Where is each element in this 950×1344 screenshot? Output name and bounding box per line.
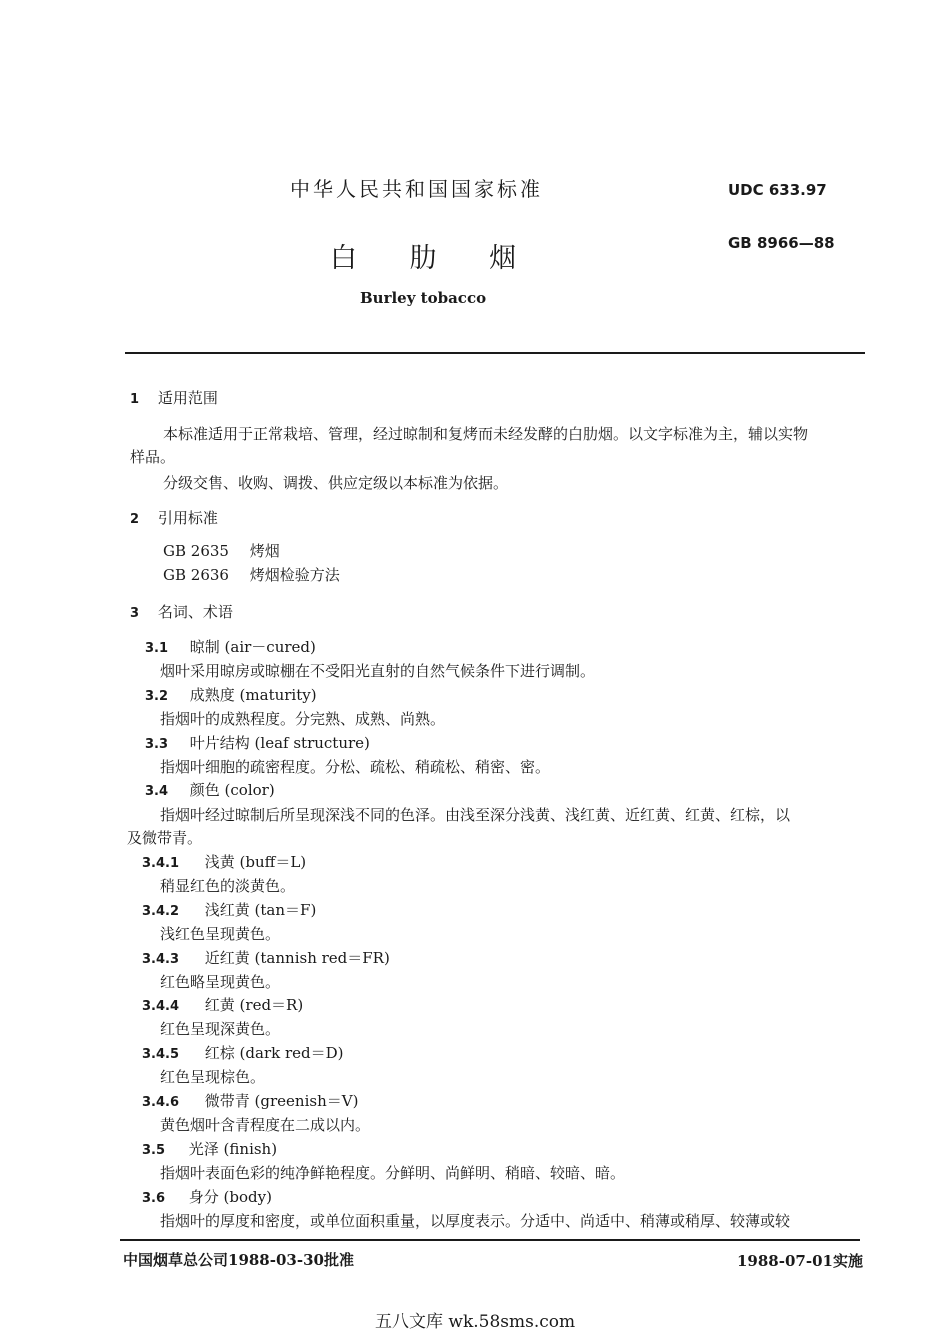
term-label: 红棕 (dark red＝D) — [204, 1044, 344, 1062]
term-number: 3.1 — [145, 641, 169, 656]
term-label: 光泽 (finish) — [188, 1140, 278, 1158]
term-label: 成熟度 (maturity) — [189, 686, 317, 704]
reference-item — [163, 541, 280, 561]
term-number: 3.4.3 — [142, 952, 180, 967]
term-definition: 指烟叶的成熟程度。分完熟、成熟、尚熟。 — [160, 710, 446, 728]
term-heading — [145, 637, 316, 659]
term-number: 3.4.6 — [142, 1095, 180, 1110]
term-number: 3.2 — [145, 689, 169, 704]
approval-date: 中国烟草总公司1988-03-30批准 — [123, 1251, 354, 1269]
term-heading — [142, 1139, 277, 1161]
section-1-heading — [130, 387, 218, 408]
reference-name: 烤烟检验方法 — [249, 566, 340, 584]
term-label: 近红黄 (tannish red＝FR) — [204, 949, 390, 967]
udc-code: UDC 633.97 — [728, 181, 827, 199]
section-number: 1 — [130, 392, 140, 407]
term-label: 叶片结构 (leaf structure) — [189, 734, 370, 752]
term-label: 微带青 (greenish＝V) — [204, 1092, 359, 1110]
term-definition: 指烟叶表面色彩的纯净鲜艳程度。分鲜明、尚鲜明、稍暗、较暗、暗。 — [160, 1164, 626, 1182]
document-title-en: Burley tobacco — [360, 289, 487, 307]
term-definition: 红色略呈现黄色。 — [160, 973, 281, 991]
term-label: 身分 (body) — [188, 1188, 272, 1206]
reference-code: GB 2636 — [163, 566, 229, 584]
term-heading — [142, 995, 303, 1017]
term-heading — [145, 780, 275, 802]
reference-name: 烤烟 — [249, 542, 280, 560]
term-definition: 指烟叶经过晾制后所呈现深浅不同的色泽。由浅至深分浅黄、浅红黄、近红黄、红黄、红棕，以 — [160, 806, 791, 824]
term-definition: 指烟叶细胞的疏密程度。分松、疏松、稍疏松、稍密、密。 — [160, 758, 551, 776]
term-label: 颜色 (color) — [189, 781, 275, 799]
header-rule — [125, 352, 865, 354]
term-heading — [142, 852, 306, 874]
term-number: 3.4.4 — [142, 999, 180, 1014]
term-heading — [142, 900, 316, 922]
section-title: 引用标准 — [157, 509, 218, 527]
term-definition-continued: 及微带青。 — [127, 829, 203, 847]
section-3-heading — [130, 601, 233, 622]
term-definition: 红色呈现深黄色。 — [160, 1020, 281, 1038]
term-number: 3.5 — [142, 1143, 166, 1158]
section-1-para-1-line-2: 样品。 — [130, 448, 176, 466]
term-label: 浅黄 (buff＝L) — [204, 853, 307, 871]
section-title: 名词、术语 — [157, 603, 233, 621]
gb-code: GB 8966—88 — [728, 234, 835, 252]
term-heading — [142, 1187, 272, 1209]
term-definition: 指烟叶的厚度和密度，或单位面积重量，以厚度表示。分适中、尚适中、稍薄或稍厚、较薄或较 — [160, 1212, 791, 1230]
section-title: 适用范围 — [157, 389, 218, 407]
section-1-para-2: 分级交售、收购、调拨、供应定级以本标准为依据。 — [163, 474, 509, 492]
term-label: 浅红黄 (tan＝F) — [204, 901, 317, 919]
watermark-link[interactable]: 五八文库 wk.58sms.com — [375, 1312, 576, 1332]
document-title-cn: 白 肋 烟 — [330, 243, 539, 274]
term-definition: 稍显红色的淡黄色。 — [160, 877, 296, 895]
term-heading — [145, 685, 317, 707]
term-number: 3.4.1 — [142, 856, 180, 871]
term-heading — [145, 733, 370, 755]
term-number: 3.4.5 — [142, 1047, 180, 1062]
term-number: 3.3 — [145, 737, 169, 752]
term-label: 红黄 (red＝R) — [204, 996, 304, 1014]
term-number: 3.4.2 — [142, 904, 180, 919]
section-number: 2 — [130, 512, 140, 527]
term-heading — [142, 1091, 358, 1113]
section-number: 3 — [130, 606, 140, 621]
term-definition: 浅红色呈现黄色。 — [160, 925, 281, 943]
section-1-para-1-line-1: 本标准适用于正常栽培、管理，经过晾制和复烤而未经发酵的白肋烟。以文字标准为主，辅以实物 — [163, 425, 809, 443]
national-standard-title: 中华人民共和国国家标准 — [290, 177, 543, 201]
reference-item — [163, 565, 340, 585]
effective-date: 1988-07-01实施 — [737, 1252, 863, 1270]
reference-code: GB 2635 — [163, 542, 229, 560]
section-2-heading — [130, 507, 218, 528]
term-definition: 红色呈现棕色。 — [160, 1068, 266, 1086]
term-number: 3.6 — [142, 1191, 166, 1206]
term-label: 晾制 (air－cured) — [189, 638, 316, 656]
term-definition: 黄色烟叶含青程度在二成以内。 — [160, 1116, 371, 1134]
term-heading — [142, 948, 390, 970]
footer-rule — [120, 1239, 860, 1241]
term-number: 3.4 — [145, 784, 169, 799]
term-heading — [142, 1043, 344, 1065]
term-definition: 烟叶采用晾房或晾棚在不受阳光直射的自然气候条件下进行调制。 — [160, 662, 596, 680]
